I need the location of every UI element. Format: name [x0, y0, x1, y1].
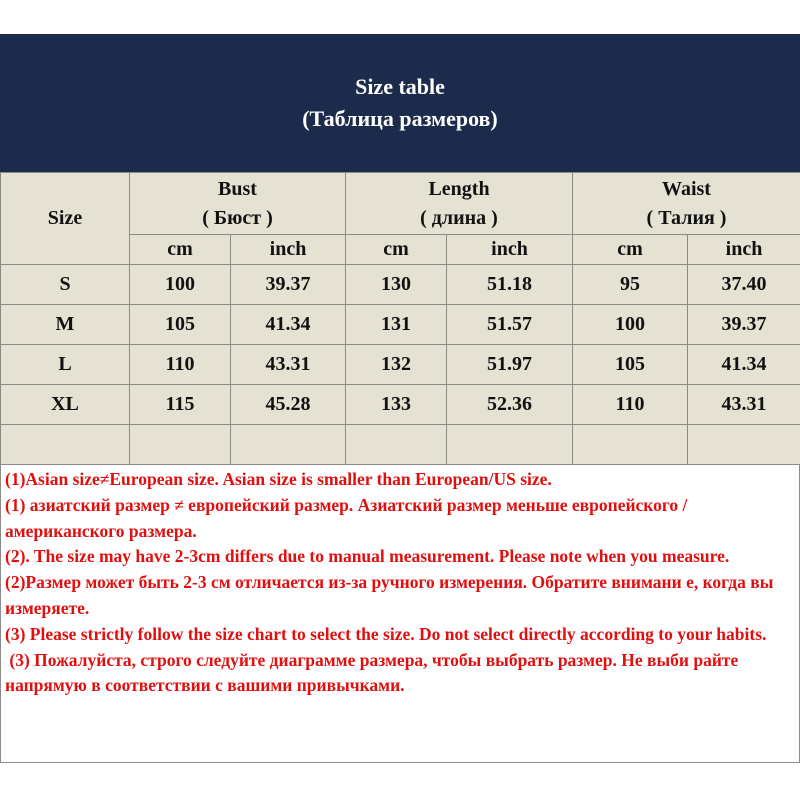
waist-inch-cell: 39.37: [688, 305, 800, 345]
waist-cm-cell: 100: [573, 305, 688, 345]
note-measurement-ru: (2)Размер может быть 2-3 см отличается из-за ручного измерения. Обратите внимани е, когда вы измеряете.: [5, 572, 774, 618]
waist-group-header: [573, 173, 800, 235]
bust-inch-cell: 39.37: [231, 265, 346, 305]
waist-cm-cell: 95: [573, 265, 688, 305]
table-row: [1, 345, 800, 385]
bust-inch-cell: 43.31: [231, 345, 346, 385]
note-follow-chart-en: (3) Please strictly follow the size chart to select the size. Do not select directly according to your habits.: [5, 623, 767, 644]
waist-inch-header: inch: [688, 235, 800, 265]
bust-inch-header: inch: [231, 235, 346, 265]
waist-inch-cell: 41.34: [688, 345, 800, 385]
length-cm-cell: 131: [346, 305, 447, 345]
waist-translation: ( Талия ): [646, 206, 727, 229]
note-follow-chart-ru: (3) Пожалуйста, строго следуйте диаграмме размера, чтобы выбрать размер. Не выби райте напрямую в соответствии с вашими привычками.: [5, 649, 743, 696]
bust-inch-cell: 45.28: [231, 385, 346, 425]
waist-cm-cell: 110: [573, 385, 688, 425]
waist-inch-cell: 37.40: [688, 265, 800, 305]
waist-inch-cell: 43.31: [688, 385, 800, 425]
note-asian-size-ru: (1) азиатский размер ≠ европейский размер. Азиатский размер меньше европейского / американского размера.: [5, 494, 688, 541]
waist-cm-cell: 105: [573, 345, 688, 385]
empty-cell: [688, 425, 800, 465]
size-table: [0, 172, 800, 465]
length-label: Length: [428, 177, 490, 200]
header-title: Size table: [355, 74, 445, 99]
empty-cell: [573, 425, 688, 465]
bust-cm-cell: 115: [130, 385, 231, 425]
length-inch-cell: 51.57: [447, 305, 573, 345]
bust-cm-cell: 105: [130, 305, 231, 345]
bust-cm-cell: 100: [130, 265, 231, 305]
length-inch-cell: 52.36: [447, 385, 573, 425]
note-measurement-en: (2). The size may have 2-3cm differs due to manual measurement. Please note when you measure.: [5, 546, 730, 567]
size-cell: S: [1, 265, 130, 305]
bust-cm-header: cm: [130, 235, 231, 265]
bust-inch-cell: 41.34: [231, 305, 346, 345]
empty-cell: [1, 425, 130, 465]
size-cell: M: [1, 305, 130, 345]
length-inch-cell: 51.18: [447, 265, 573, 305]
bust-label: Bust: [218, 177, 257, 200]
length-cm-header: cm: [346, 235, 447, 265]
empty-cell: [447, 425, 573, 465]
length-cm-cell: 130: [346, 265, 447, 305]
table-row: [1, 265, 800, 305]
table-row: [1, 305, 800, 345]
empty-cell: [346, 425, 447, 465]
waist-cm-header: cm: [573, 235, 688, 265]
length-inch-cell: 51.97: [447, 345, 573, 385]
table-row: [1, 385, 800, 425]
length-cm-cell: 133: [346, 385, 447, 425]
note-asian-size-en: (1)Asian size≠European size. Asian size is smaller than European/US size.: [5, 469, 552, 489]
size-notes: [0, 465, 800, 763]
bust-translation: ( Бюст ): [202, 206, 273, 229]
empty-cell: [130, 425, 231, 465]
group-header-row: [1, 173, 800, 235]
bust-group-header: [130, 173, 346, 235]
size-column-header: Size: [1, 173, 130, 265]
length-cm-cell: 132: [346, 345, 447, 385]
length-group-header: [346, 173, 573, 235]
header-subtitle: (Таблица размеров): [302, 106, 498, 131]
empty-table-row: [1, 425, 800, 465]
size-table-header: [0, 34, 800, 172]
size-cell: L: [1, 345, 130, 385]
length-inch-header: inch: [447, 235, 573, 265]
waist-label: Waist: [662, 177, 711, 200]
bust-cm-cell: 110: [130, 345, 231, 385]
empty-cell: [231, 425, 346, 465]
size-cell: XL: [1, 385, 130, 425]
length-translation: ( длина ): [420, 206, 498, 229]
